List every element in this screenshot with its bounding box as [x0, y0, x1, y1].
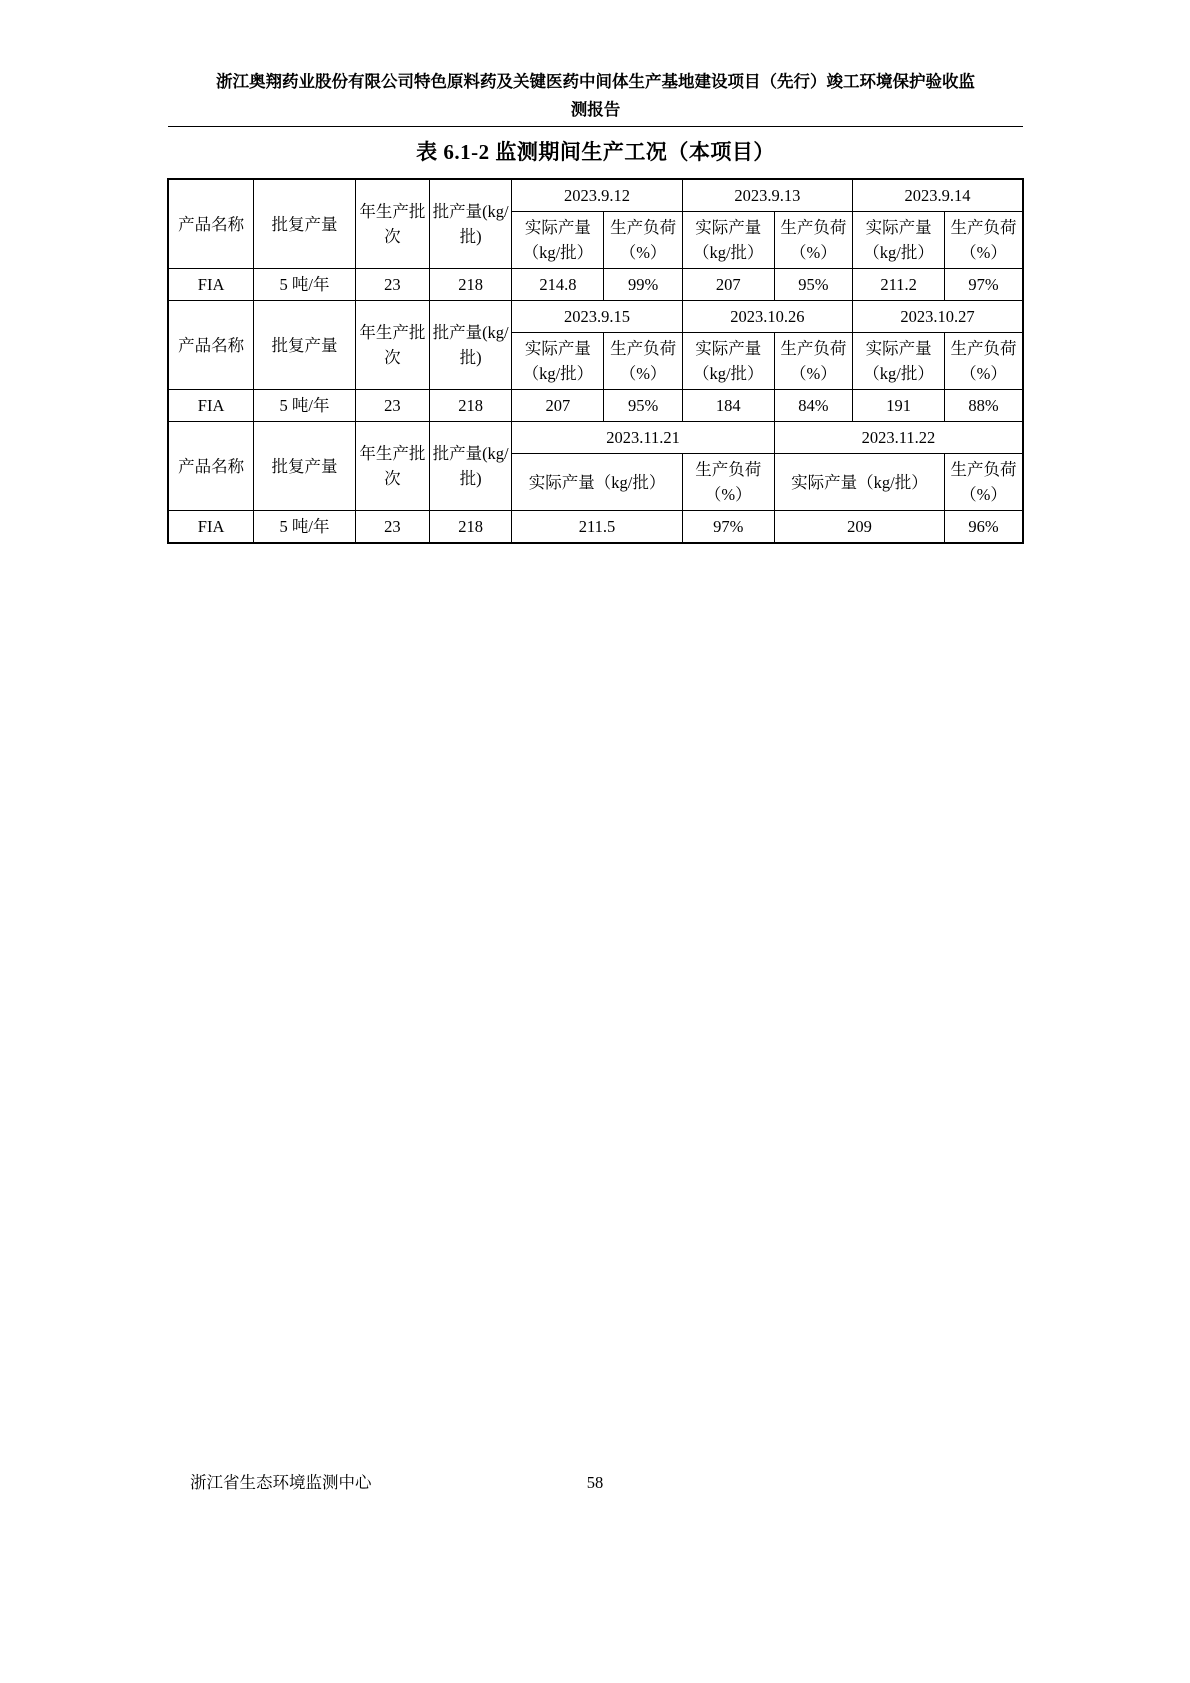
cell-load-1-1: 99%	[604, 269, 682, 301]
cell-actual-2-3: 191	[853, 390, 945, 422]
cell-load-2-2: 84%	[774, 390, 852, 422]
cell-load-1-3: 97%	[945, 269, 1023, 301]
table-title: 表 6.1-2 监测期间生产工况（本项目）	[416, 140, 775, 164]
cell-batch-output-label: 批产量(kg/批)	[429, 179, 512, 269]
cell-date-1-2: 2023.9.13	[682, 179, 852, 212]
cell-date-2-1: 2023.9.15	[512, 301, 682, 333]
cell-actual-label-1-1: 实际产量（kg/批）	[512, 212, 604, 269]
cell-actual-3-2: 209	[774, 511, 944, 544]
cell-approved-output-label: 批复产量	[254, 301, 356, 390]
cell-actual-label-2-3: 实际产量（kg/批）	[853, 333, 945, 390]
cell-approved-output-label: 批复产量	[254, 422, 356, 511]
page-header	[168, 68, 1023, 124]
cell-batch-output-label: 批产量(kg/批)	[429, 422, 512, 511]
cell-annual-batches-label: 年生产批次	[355, 301, 429, 390]
cell-approved-output-1: 5 吨/年	[254, 269, 356, 301]
cell-load-label-1-3: 生产负荷（%）	[945, 212, 1023, 269]
cell-product-name-label: 产品名称	[168, 179, 254, 269]
cell-date-3-1: 2023.11.21	[512, 422, 774, 454]
cell-annual-batches-label: 年生产批次	[355, 179, 429, 269]
cell-load-label-1-1: 生产负荷（%）	[604, 212, 682, 269]
cell-actual-2-2: 184	[682, 390, 774, 422]
cell-actual-1-1: 214.8	[512, 269, 604, 301]
cell-load-label-3-1: 生产负荷（%）	[682, 454, 774, 511]
table-row	[168, 179, 1023, 212]
cell-load-label-2-1: 生产负荷（%）	[604, 333, 682, 390]
header-line-2: 测报告	[570, 100, 621, 119]
table-row	[168, 269, 1023, 301]
cell-annual-batches-1: 23	[355, 269, 429, 301]
cell-date-2-3: 2023.10.27	[853, 301, 1023, 333]
cell-load-label-2-3: 生产负荷（%）	[945, 333, 1023, 390]
cell-date-2-2: 2023.10.26	[682, 301, 852, 333]
cell-annual-batches-label: 年生产批次	[355, 422, 429, 511]
table-row	[168, 390, 1023, 422]
production-status-table	[167, 178, 1024, 544]
footer-organization: 浙江省生态环境监测中心	[190, 1473, 372, 1492]
cell-actual-label-1-3: 实际产量（kg/批）	[853, 212, 945, 269]
cell-actual-1-3: 211.2	[853, 269, 945, 301]
cell-actual-label-2-2: 实际产量（kg/批）	[682, 333, 774, 390]
cell-load-label-3-2: 生产负荷（%）	[945, 454, 1023, 511]
cell-load-1-2: 95%	[774, 269, 852, 301]
cell-batch-output-label: 批产量(kg/批)	[429, 301, 512, 390]
cell-batch-output-1: 218	[429, 269, 512, 301]
cell-product-name-2: FIA	[168, 390, 254, 422]
cell-annual-batches-3: 23	[355, 511, 429, 544]
cell-actual-label-3-1: 实际产量（kg/批）	[512, 454, 682, 511]
cell-date-3-2: 2023.11.22	[774, 422, 1023, 454]
cell-approved-output-2: 5 吨/年	[254, 390, 356, 422]
cell-date-1-1: 2023.9.12	[512, 179, 682, 212]
cell-batch-output-3: 218	[429, 511, 512, 544]
cell-load-3-1: 97%	[682, 511, 774, 544]
cell-actual-label-3-2: 实际产量（kg/批）	[774, 454, 944, 511]
footer-page-number: 58	[586, 1473, 604, 1492]
cell-product-name-1: FIA	[168, 269, 254, 301]
cell-actual-label-1-2: 实际产量（kg/批）	[682, 212, 774, 269]
cell-actual-3-1: 211.5	[512, 511, 682, 544]
cell-actual-1-2: 207	[682, 269, 774, 301]
cell-approved-output-label: 批复产量	[254, 179, 356, 269]
cell-load-label-2-2: 生产负荷（%）	[774, 333, 852, 390]
header-line-1: 浙江奥翔药业股份有限公司特色原料药及关键医药中间体生产基地建设项目（先行）竣工环境保护验收监	[216, 72, 975, 91]
cell-actual-label-2-1: 实际产量（kg/批）	[512, 333, 604, 390]
cell-load-2-3: 88%	[945, 390, 1023, 422]
header-divider	[168, 126, 1023, 127]
table-row	[168, 422, 1023, 454]
table-row	[168, 511, 1023, 544]
cell-product-name-label: 产品名称	[168, 301, 254, 390]
cell-actual-2-1: 207	[512, 390, 604, 422]
cell-approved-output-3: 5 吨/年	[254, 511, 356, 544]
cell-load-label-1-2: 生产负荷（%）	[774, 212, 852, 269]
cell-date-1-3: 2023.9.14	[853, 179, 1023, 212]
cell-product-name-3: FIA	[168, 511, 254, 544]
cell-load-2-1: 95%	[604, 390, 682, 422]
table-row	[168, 301, 1023, 333]
cell-product-name-label: 产品名称	[168, 422, 254, 511]
cell-batch-output-2: 218	[429, 390, 512, 422]
cell-annual-batches-2: 23	[355, 390, 429, 422]
cell-load-3-2: 96%	[945, 511, 1023, 544]
